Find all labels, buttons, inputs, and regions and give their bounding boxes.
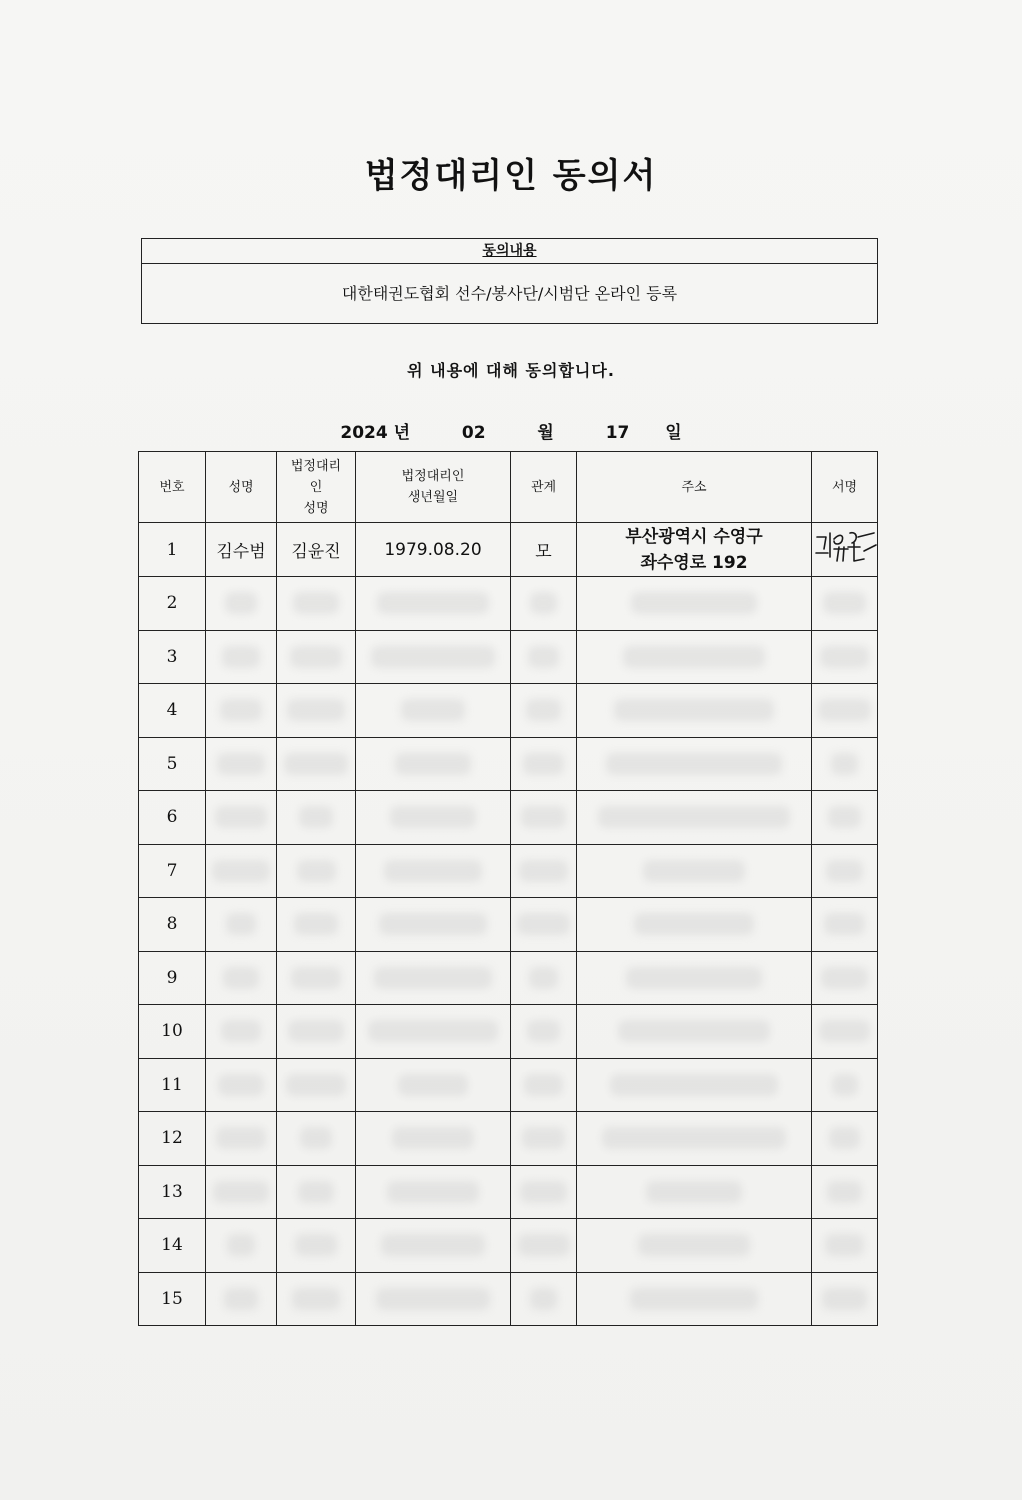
redacted-mark [395, 753, 470, 775]
empty-cell [577, 1165, 812, 1219]
empty-cell [356, 1219, 511, 1273]
redacted-mark [374, 967, 493, 989]
redacted-mark [828, 806, 861, 828]
redacted-mark [376, 1288, 490, 1310]
redacted-mark [223, 967, 259, 989]
handwritten-signature [812, 523, 878, 571]
redacted-mark [819, 1020, 870, 1042]
consent-body: 대한태권도협회 선수/봉사단/시범단 온라인 등록 [341, 284, 678, 303]
redacted-mark [832, 1074, 858, 1096]
date-day: 17 [605, 423, 630, 443]
row-signature [812, 523, 878, 577]
redacted-mark [631, 592, 757, 614]
empty-cell [511, 630, 577, 684]
header-relation: 관계 [511, 452, 577, 523]
redacted-mark [390, 806, 476, 828]
empty-cell [356, 1058, 511, 1112]
date-year-unit: 년 [393, 423, 411, 443]
header-guardian-name-line: 성명 [303, 500, 329, 516]
empty-cell [812, 951, 878, 1005]
consent-header [142, 239, 877, 264]
redacted-mark [379, 913, 487, 935]
empty-cell [356, 737, 511, 791]
empty-cell [511, 1112, 577, 1166]
empty-cell [277, 898, 356, 952]
redacted-mark [217, 753, 265, 775]
empty-cell [356, 791, 511, 845]
redacted-mark [606, 753, 782, 775]
redacted-mark [371, 646, 494, 668]
row-number: 2 [139, 577, 206, 631]
empty-cell [577, 951, 812, 1005]
empty-cell [206, 898, 277, 952]
row-guardian-birth: 1979.08.20 [356, 523, 511, 577]
redacted-mark [387, 1181, 479, 1203]
empty-cell [812, 1005, 878, 1059]
redacted-mark [384, 860, 481, 882]
empty-cell [577, 577, 812, 631]
redacted-mark [213, 1181, 268, 1203]
redacted-mark [287, 699, 345, 721]
table-row [139, 1219, 878, 1273]
redacted-mark [610, 1074, 778, 1096]
redacted-mark [818, 699, 871, 721]
empty-cell [511, 844, 577, 898]
document-title: 법정대리인 동의서 [364, 156, 658, 196]
header-signature: 서명 [812, 452, 878, 523]
empty-cell [577, 1219, 812, 1273]
redacted-mark [294, 913, 338, 935]
empty-cell [206, 844, 277, 898]
redacted-mark [216, 1127, 266, 1149]
empty-cell [511, 1005, 577, 1059]
empty-cell [812, 791, 878, 845]
empty-cell [206, 630, 277, 684]
redacted-mark [623, 646, 766, 668]
empty-cell [511, 1219, 577, 1273]
header-guardian-name-line: 법정대리 [290, 458, 342, 474]
empty-cell [577, 684, 812, 738]
redacted-mark [286, 1074, 347, 1096]
redacted-mark [826, 860, 863, 882]
consent-header-label: 동의내용 [482, 243, 537, 259]
empty-cell [577, 630, 812, 684]
empty-cell [812, 630, 878, 684]
redacted-mark [831, 753, 859, 775]
row-number: 15 [139, 1272, 206, 1326]
redacted-mark [643, 860, 746, 882]
redacted-mark [618, 1020, 770, 1042]
redacted-mark [222, 646, 260, 668]
redacted-mark [530, 1288, 557, 1310]
redacted-mark [530, 592, 557, 614]
redacted-mark [300, 1127, 331, 1149]
row-number: 9 [139, 951, 206, 1005]
redacted-mark [215, 806, 268, 828]
redacted-mark [381, 1234, 484, 1256]
empty-cell [356, 1272, 511, 1326]
table-header-row [139, 452, 878, 523]
header-guardian-birth [356, 452, 511, 523]
empty-cell [511, 684, 577, 738]
redacted-mark [646, 1181, 742, 1203]
empty-cell [577, 844, 812, 898]
empty-cell [206, 577, 277, 631]
redacted-mark [524, 1074, 562, 1096]
table-row [139, 1005, 878, 1059]
row-number: 6 [139, 791, 206, 845]
empty-cell [812, 1165, 878, 1219]
redacted-mark [295, 1234, 337, 1256]
header-address: 주소 [577, 452, 812, 523]
redacted-mark [824, 913, 866, 935]
redacted-mark [293, 592, 340, 614]
empty-cell [356, 1165, 511, 1219]
empty-cell [356, 1112, 511, 1166]
redacted-mark [527, 1020, 561, 1042]
empty-cell [206, 1005, 277, 1059]
row-number: 12 [139, 1112, 206, 1166]
redacted-mark [218, 1074, 264, 1096]
date-month: 02 [461, 423, 486, 443]
empty-cell [577, 1005, 812, 1059]
redacted-mark [224, 1288, 258, 1310]
registration-table [138, 451, 878, 1326]
row-number: 13 [139, 1165, 206, 1219]
redacted-mark [823, 592, 867, 614]
empty-cell [577, 898, 812, 952]
table-row [139, 1112, 878, 1166]
table-row [139, 1272, 878, 1326]
redacted-mark [292, 1288, 340, 1310]
empty-cell [277, 737, 356, 791]
empty-cell [277, 630, 356, 684]
redacted-mark [297, 860, 336, 882]
redacted-mark [298, 1181, 335, 1203]
empty-cell [277, 1112, 356, 1166]
consent-box [141, 238, 878, 324]
empty-cell [206, 1219, 277, 1273]
empty-cell [206, 791, 277, 845]
redacted-mark [368, 1020, 497, 1042]
empty-cell [812, 844, 878, 898]
redacted-mark [602, 1127, 787, 1149]
table-row [139, 791, 878, 845]
empty-cell [206, 951, 277, 1005]
redacted-mark [520, 1181, 567, 1203]
redacted-mark [829, 1127, 860, 1149]
row-number: 5 [139, 737, 206, 791]
redacted-mark [626, 967, 762, 989]
empty-cell [511, 1272, 577, 1326]
redacted-mark [299, 806, 333, 828]
empty-cell [277, 684, 356, 738]
redacted-mark [377, 592, 489, 614]
empty-cell [812, 1272, 878, 1326]
empty-cell [277, 1058, 356, 1112]
redacted-mark [521, 806, 566, 828]
redacted-mark [220, 699, 263, 721]
redacted-mark [288, 1020, 343, 1042]
empty-cell [812, 577, 878, 631]
empty-cell [206, 1112, 277, 1166]
empty-cell [812, 898, 878, 952]
redacted-mark [401, 699, 466, 721]
empty-cell [577, 1272, 812, 1326]
row-address [577, 523, 812, 577]
row-number: 3 [139, 630, 206, 684]
empty-cell [511, 791, 577, 845]
table-row [139, 1165, 878, 1219]
empty-cell [277, 1219, 356, 1273]
agree-statement: 위 내용에 대해 동의합니다. [407, 361, 615, 380]
row-number: 8 [139, 898, 206, 952]
redacted-mark [284, 753, 347, 775]
row-number: 7 [139, 844, 206, 898]
redacted-mark [822, 1288, 866, 1310]
empty-cell [511, 1058, 577, 1112]
redacted-mark [221, 1020, 262, 1042]
empty-cell [356, 951, 511, 1005]
redacted-mark [517, 913, 571, 935]
empty-cell [277, 791, 356, 845]
empty-cell [206, 1272, 277, 1326]
redacted-mark [528, 646, 559, 668]
date-month-unit: 월 [537, 423, 554, 443]
redacted-mark [638, 1234, 750, 1256]
row-number: 10 [139, 1005, 206, 1059]
header-name: 성명 [206, 452, 277, 523]
empty-cell [206, 1165, 277, 1219]
empty-cell [812, 1219, 878, 1273]
empty-cell [206, 1058, 277, 1112]
table-row [139, 951, 878, 1005]
date-line [0, 418, 1022, 443]
empty-cell [277, 1272, 356, 1326]
redacted-mark [827, 1181, 862, 1203]
empty-cell [812, 1058, 878, 1112]
date-year: 2024 [340, 423, 388, 443]
row-address-line: 좌수영로 192 [640, 552, 748, 573]
redacted-mark [519, 860, 568, 882]
row-number: 11 [139, 1058, 206, 1112]
empty-cell [277, 844, 356, 898]
header-guardian-name [277, 452, 356, 523]
empty-cell [356, 684, 511, 738]
table-row [139, 684, 878, 738]
empty-cell [277, 1005, 356, 1059]
empty-cell [812, 737, 878, 791]
empty-cell [356, 577, 511, 631]
empty-cell [511, 577, 577, 631]
row-number: 1 [139, 523, 206, 577]
table-row [139, 844, 878, 898]
redacted-mark [614, 699, 773, 721]
redacted-mark [825, 1234, 865, 1256]
redacted-mark [398, 1074, 469, 1096]
row-number: 4 [139, 684, 206, 738]
redacted-mark [290, 646, 342, 668]
table-row [139, 630, 878, 684]
empty-cell [577, 1112, 812, 1166]
redacted-mark [518, 1234, 570, 1256]
empty-cell [356, 844, 511, 898]
empty-cell [206, 684, 277, 738]
empty-cell [577, 1058, 812, 1112]
empty-cell [577, 737, 812, 791]
row-guardian-name: 김윤진 [277, 523, 356, 577]
empty-cell [277, 951, 356, 1005]
redacted-mark [212, 860, 269, 882]
empty-cell [206, 737, 277, 791]
redacted-mark [226, 913, 257, 935]
empty-cell [356, 630, 511, 684]
redacted-mark [630, 1288, 759, 1310]
row-name: 김수범 [206, 523, 277, 577]
table-row [139, 1058, 878, 1112]
redacted-mark [291, 967, 341, 989]
row-number: 14 [139, 1219, 206, 1273]
empty-cell [812, 684, 878, 738]
empty-cell [812, 1112, 878, 1166]
empty-cell [577, 791, 812, 845]
row-address-line: 부산광역시 수영구 [625, 526, 763, 547]
empty-cell [277, 577, 356, 631]
redacted-mark [820, 646, 868, 668]
header-guardian-birth-line: 생년월일 [407, 490, 459, 505]
empty-cell [511, 1165, 577, 1219]
redacted-mark [529, 967, 558, 989]
table-row [139, 577, 878, 631]
redacted-mark [821, 967, 867, 989]
empty-cell [356, 898, 511, 952]
empty-cell [511, 737, 577, 791]
redacted-mark [225, 592, 258, 614]
header-number: 번호 [139, 452, 206, 523]
table-row [139, 737, 878, 791]
redacted-mark [522, 1127, 565, 1149]
empty-cell [277, 1165, 356, 1219]
redacted-mark [598, 806, 790, 828]
redacted-mark [634, 913, 753, 935]
redacted-mark [526, 699, 562, 721]
date-day-unit: 일 [665, 423, 682, 443]
redacted-mark [523, 753, 563, 775]
redacted-mark [227, 1234, 256, 1256]
table-row [139, 898, 878, 952]
header-guardian-name-line: 인 [309, 479, 323, 495]
table-row [139, 523, 878, 577]
row-relation: 모 [511, 523, 577, 577]
empty-cell [356, 1005, 511, 1059]
empty-cell [511, 898, 577, 952]
header-guardian-birth-line: 법정대리인 [401, 469, 465, 484]
redacted-mark [392, 1127, 474, 1149]
empty-cell [511, 951, 577, 1005]
